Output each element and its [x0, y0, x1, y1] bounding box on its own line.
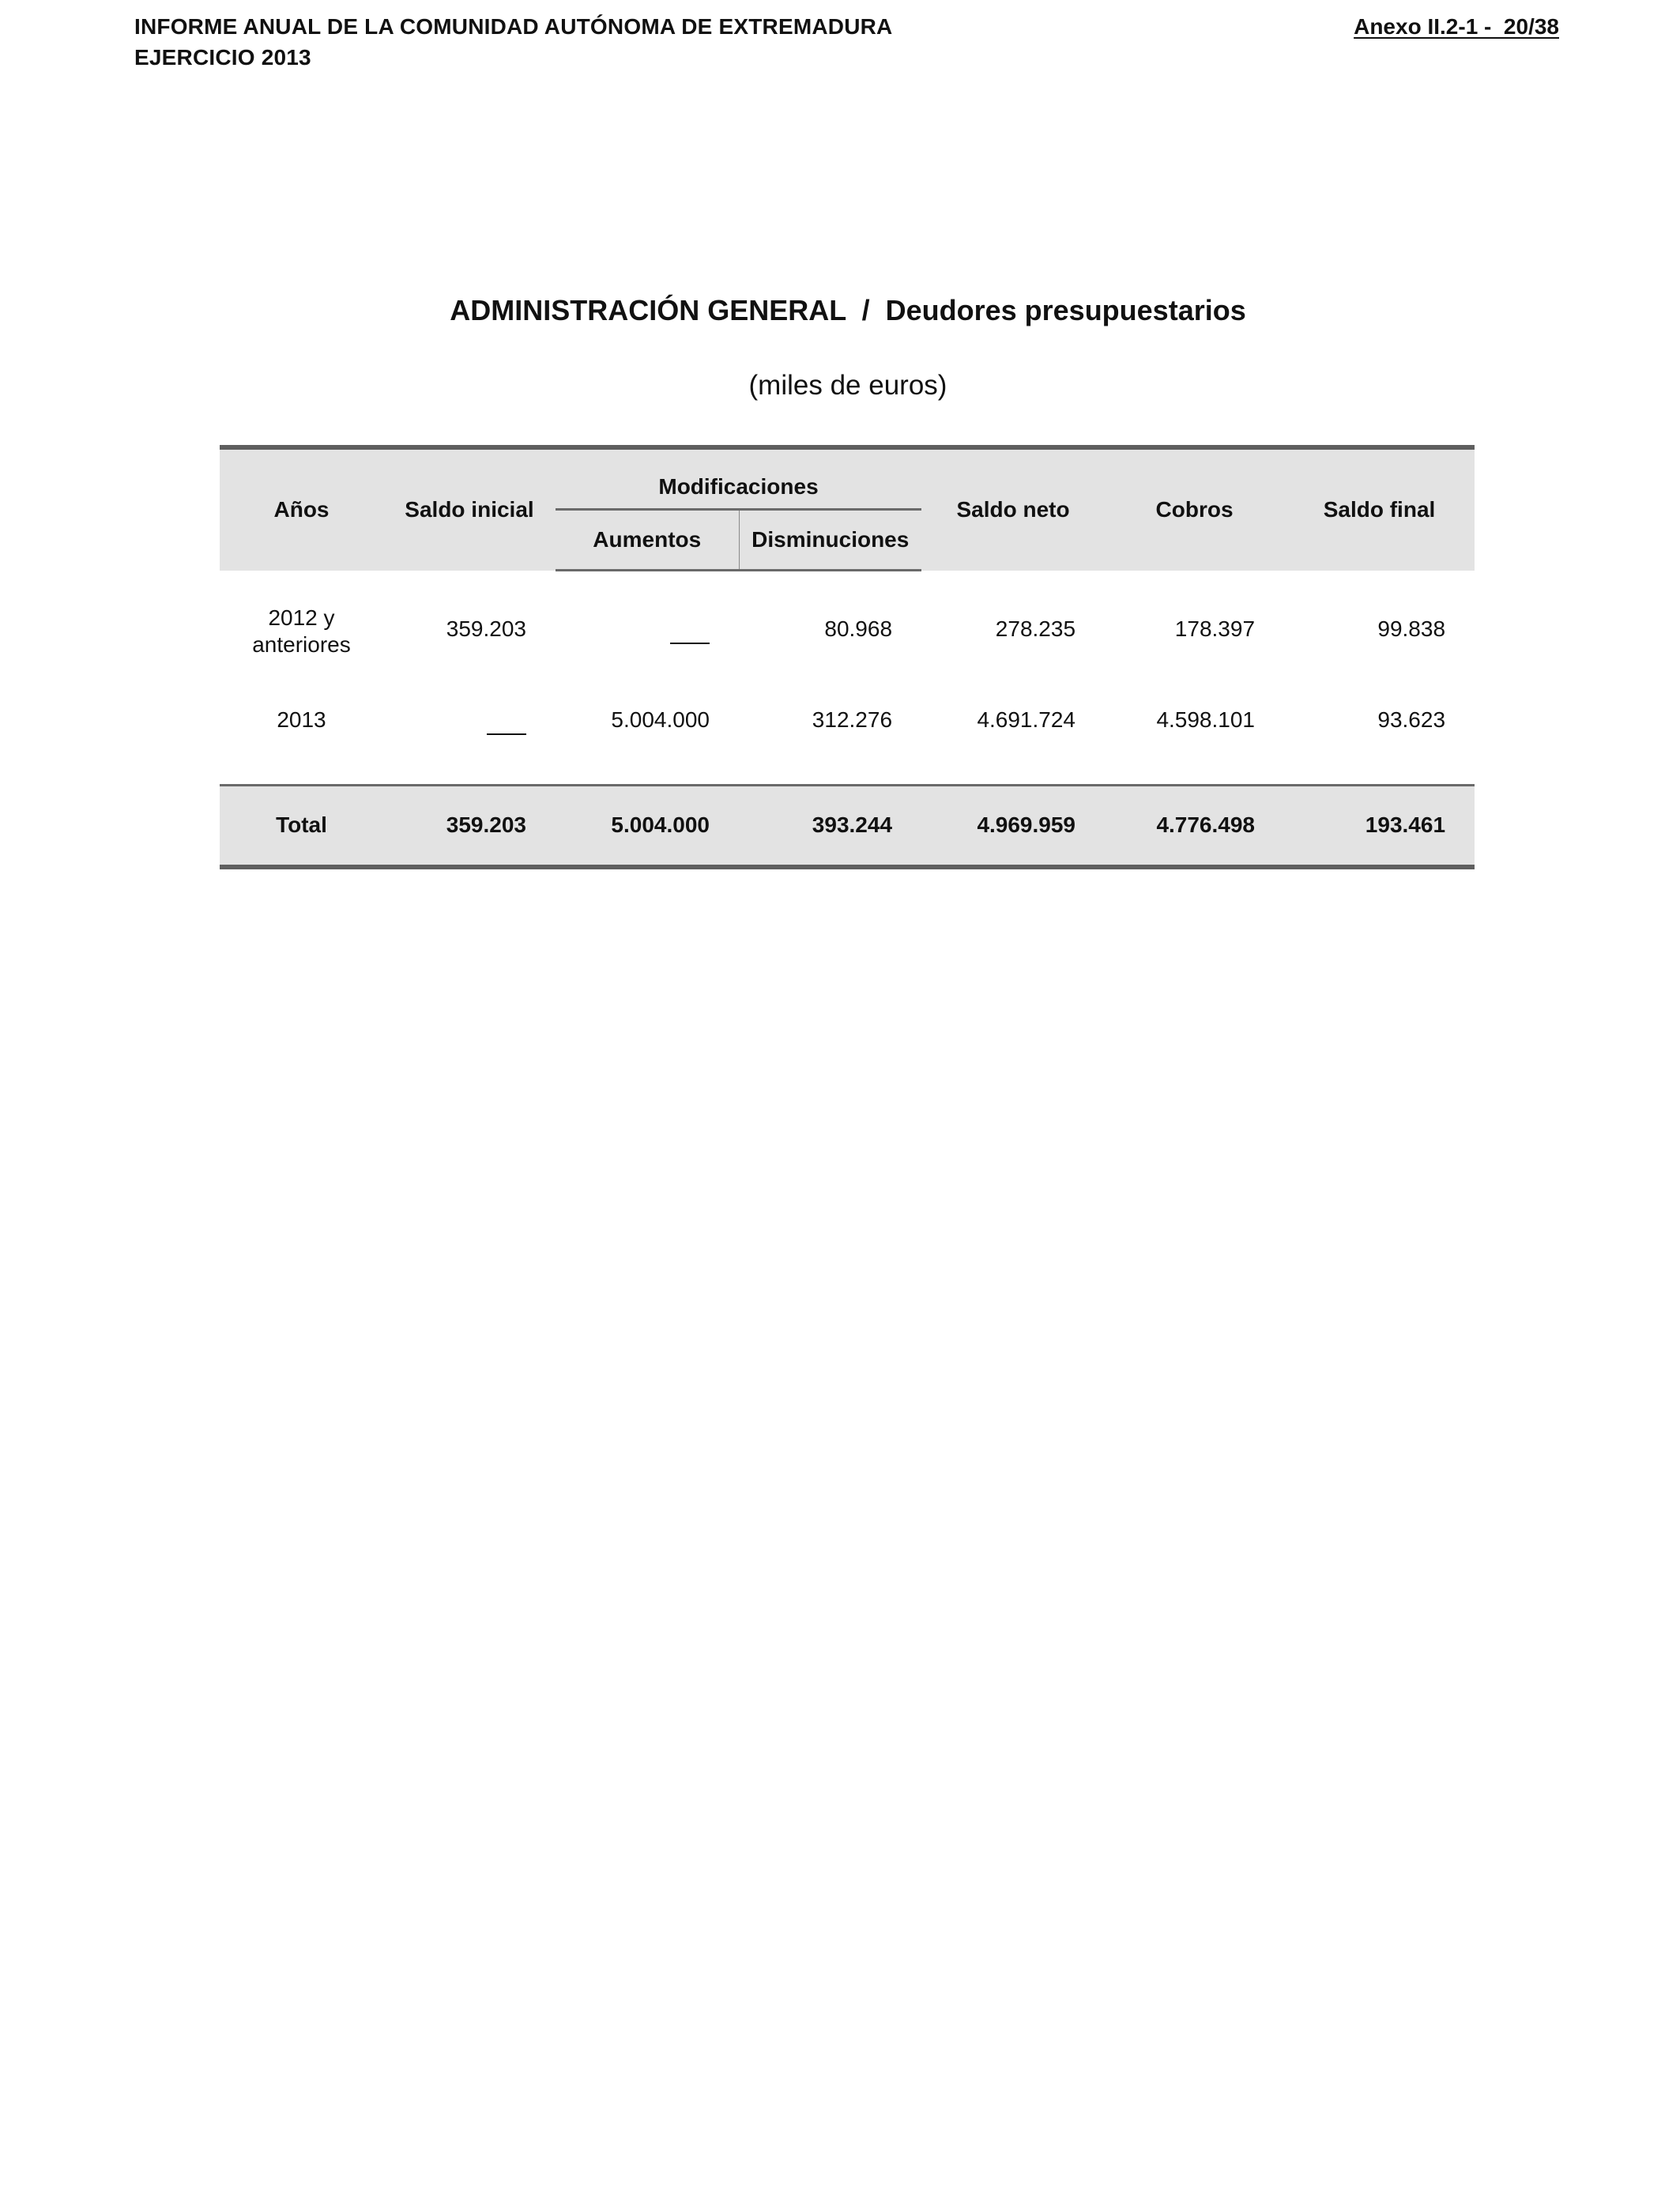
debtors-table	[220, 445, 1475, 869]
debtors-table-container	[220, 445, 1475, 869]
total-row	[220, 785, 1475, 867]
final-balance-cell: 93.623	[1377, 707, 1446, 732]
report-header	[134, 11, 892, 73]
table-title: ADMINISTRACIÓN GENERAL / Deudores presupuestarios	[450, 294, 1246, 326]
column-header-initial-balance: Saldo inicial	[383, 447, 556, 571]
increases-cell: 5.004.000	[611, 707, 710, 732]
units-note: (miles de euros)	[748, 370, 947, 401]
net-balance-cell: 278.235	[995, 616, 1076, 641]
report-title: INFORME ANUAL DE LA COMUNIDAD AUTÓNOMA DE EXTREMADURA	[134, 14, 893, 39]
total-net-balance: 4.969.959	[921, 785, 1105, 867]
empty-value-dash	[670, 643, 710, 644]
collections-cell: 178.397	[1174, 616, 1256, 641]
year-cell: 2013	[277, 707, 326, 732]
final-balance-cell: 99.838	[1377, 616, 1446, 641]
total-final-balance: 193.461	[1284, 785, 1475, 867]
net-balance-cell: 4.691.724	[977, 707, 1076, 732]
decreases-cell: 312.276	[812, 707, 893, 732]
row-spacer	[220, 752, 1475, 786]
increases-cell-empty	[556, 571, 739, 688]
fiscal-year: EJERCICIO 2013	[134, 45, 311, 70]
table-header	[220, 447, 1475, 571]
column-header-modifications: Modificaciones	[556, 447, 921, 511]
total-increases: 5.004.000	[556, 785, 739, 867]
year-line: anteriores	[252, 631, 351, 657]
total-decreases: 393.244	[739, 785, 921, 867]
column-header-years: Años	[220, 447, 383, 571]
empty-value-dash	[487, 733, 526, 735]
year-cell	[220, 571, 383, 688]
column-header-final-balance: Saldo final	[1284, 447, 1475, 571]
total-label: Total	[220, 785, 383, 867]
column-header-increases: Aumentos	[556, 511, 739, 571]
table-row	[220, 571, 1475, 688]
column-header-decreases: Disminuciones	[739, 511, 921, 571]
table-footer-total	[220, 785, 1475, 867]
table-row	[220, 688, 1475, 752]
total-collections: 4.776.498	[1105, 785, 1284, 867]
column-header-collections: Cobros	[1105, 447, 1284, 571]
table-body	[220, 571, 1475, 786]
initial-balance-cell: 359.203	[446, 616, 526, 641]
total-initial-balance: 359.203	[383, 785, 556, 867]
year-line: 2012 y	[268, 605, 335, 630]
initial-balance-cell-empty	[383, 688, 556, 752]
collections-cell: 4.598.101	[1156, 707, 1256, 732]
column-header-net-balance: Saldo neto	[921, 447, 1105, 571]
annex-page-reference: Anexo II.2-1 - 20/38	[1354, 14, 1559, 39]
decreases-cell: 80.968	[824, 616, 893, 642]
